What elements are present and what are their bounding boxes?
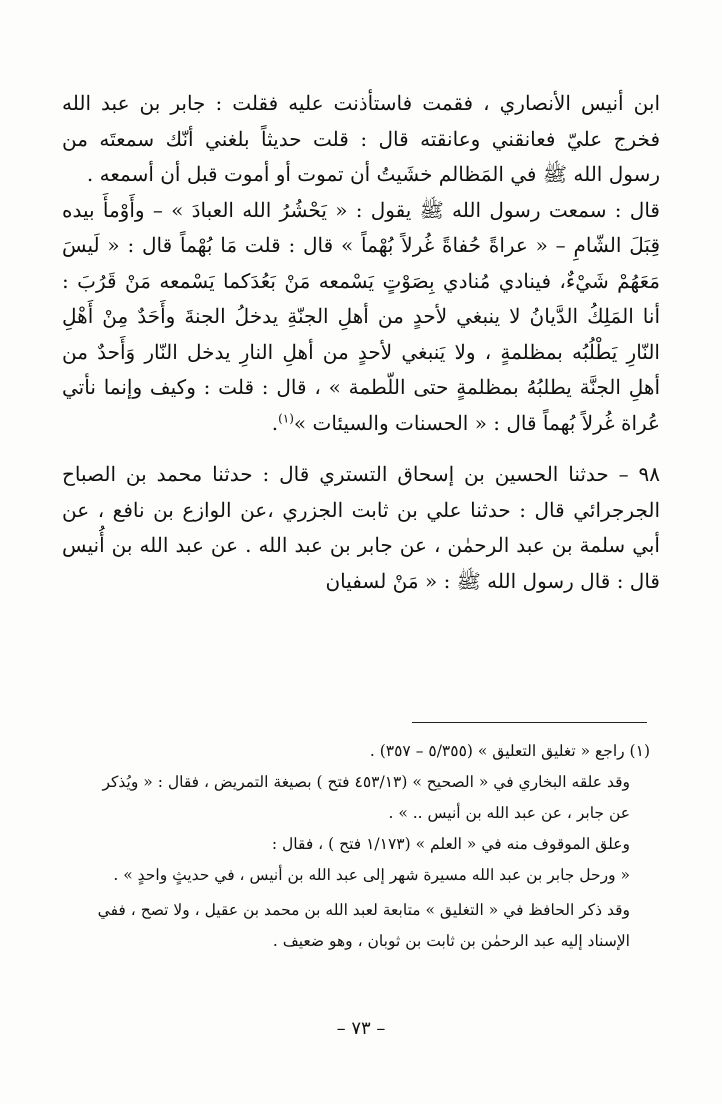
footnote-separator	[412, 722, 647, 723]
body-paragraph: ابن أنيس الأنصاري ، فقمت فاستأذنت عليه فقلت : جابر بن عبد الله فخرج عليّ فعانقني وعانقته قال : قلت حديثاً بلغني أنّك سمعتَه من رسول الله ﷺ في المَظالم خشَيتُ أن تموت أو أموت قبل أن أسمعه .	[62, 91, 660, 186]
footnotes	[84, 736, 650, 957]
hadith-98-paragraph: ٩٨ – حدثنا الحسين بن إسحاق التستري قال : حدثنا محمد بن الصباح الجرجرائي قال : حدثنا علي بن ثابت الجزري ،عن الوازع بن نافع ، عن أبي سلمة بن عبد الرحمٰن ، عن جابر بن عبد الله . عن عبد الله بن أُنيس قال : قال رسول الله ﷺ : « مَنْ لسفيان	[62, 462, 660, 593]
page-number: – ٧٣ –	[336, 1018, 386, 1039]
footnote-item: وقد ذكر الحافظ في « التغليق » متابعة لعبد الله بن محمد بن عقيل ، ولا تصح ، ففي الإسناد إليه عبد الرحمٰن بن ثابت بن ثوبان ، وهو ضعيف .	[97, 901, 630, 950]
footnote-item: « ورحل جابر بن عبد الله مسيرة شهر إلى عبد الله بن أنيس ، في حديثٍ واحدٍ » .	[113, 866, 630, 884]
footnote-ref: (١)	[278, 410, 294, 425]
footnote-item: وقد علقه البخاري في « الصحيح » (٤٥٣/١٣ فتح ) بصيغة التمريض ، فقال : « ويُذكر عن جابر ، عن عبد الله بن أنيس .. » .	[102, 773, 630, 822]
body-paragraph-text: قال : سمعت رسول الله ﷺ يقول : « يَحْشُرُ الله العبادَ » – وأَوْمأَ بيده قِبَلَ الشّامِ – « عراةً حُفاةً غُرلاً بُهْماً » قال : قلت مَا بُهْماً قال : « لَيسَ مَعَهُمْ شَيْءٌ، فينادي مُنادي بِصَوْتٍ يَسْمعه مَنْ بَعُدَكما يَسْمعه مَنْ قَرُبَ : أنا المَلِكُ الدَّيانُ لا ينبغي لأحدٍ من أهلِ الجنّةِ يدخلُ الجنةَ وأَحَدٌ مِنْ أَهْلِ النّارِ يَطْلُبُه بمظلمةٍ ، ولا يَنبغي لأحدٍ من أهلِ النارِ يدخل النّار وَأَحدٌ من أهلِ الجنَّة يطلبُهُ بمظلمةٍ حتى اللّطمة » ، قال : قلت : وكيف وإنما نأتي عُراة غُرلاً بُهماً قال : « الحسنات والسيئات »	[62, 197, 660, 435]
footnote-item: (١) راجع « تغليق التعليق » (٥/٣٥٥ – ٣٥٧) .	[369, 742, 650, 760]
body-paragraph: قال : سمعت رسول الله ﷺ يقول : « يَحْشُرُ الله العبادَ » – وأَوْمأَ بيده قِبَلَ الشّامِ – « عراةً حُفاةً غُرلاً بُهْماً » قال : قلت مَا بُهْماً قال : « لَيسَ مَعَهُمْ شَيْءٌ، فينادي مُنادي بِصَوْتٍ يَسْمعه مَنْ بَعُدَكما يَسْمعه مَنْ قَرُبَ : أنا المَلِكُ الدَّيانُ لا ينبغي لأحدٍ من أهلِ الجنّةِ يدخلُ الجنةَ وأَحَدٌ مِنْ أَهْلِ النّارِ يَطْلُبُه بمظلمةٍ ، ولا يَنبغي لأحدٍ من أهلِ النارِ يدخل النّار وَأَحدٌ من أهلِ الجنَّة يطلبُهُ بمظلمةٍ حتى اللّطمة » ، قال : قلت : وكيف وإنما نأتي عُراة غُرلاً بُهماً قال : « الحسنات والسيئات »$^{(١)}$.	[62, 197, 660, 435]
footnote-item: وعلق الموقوف منه في « العلم » (١/١٧٣ فتح ) ، فقال :	[271, 835, 630, 853]
main-text	[62, 86, 660, 599]
